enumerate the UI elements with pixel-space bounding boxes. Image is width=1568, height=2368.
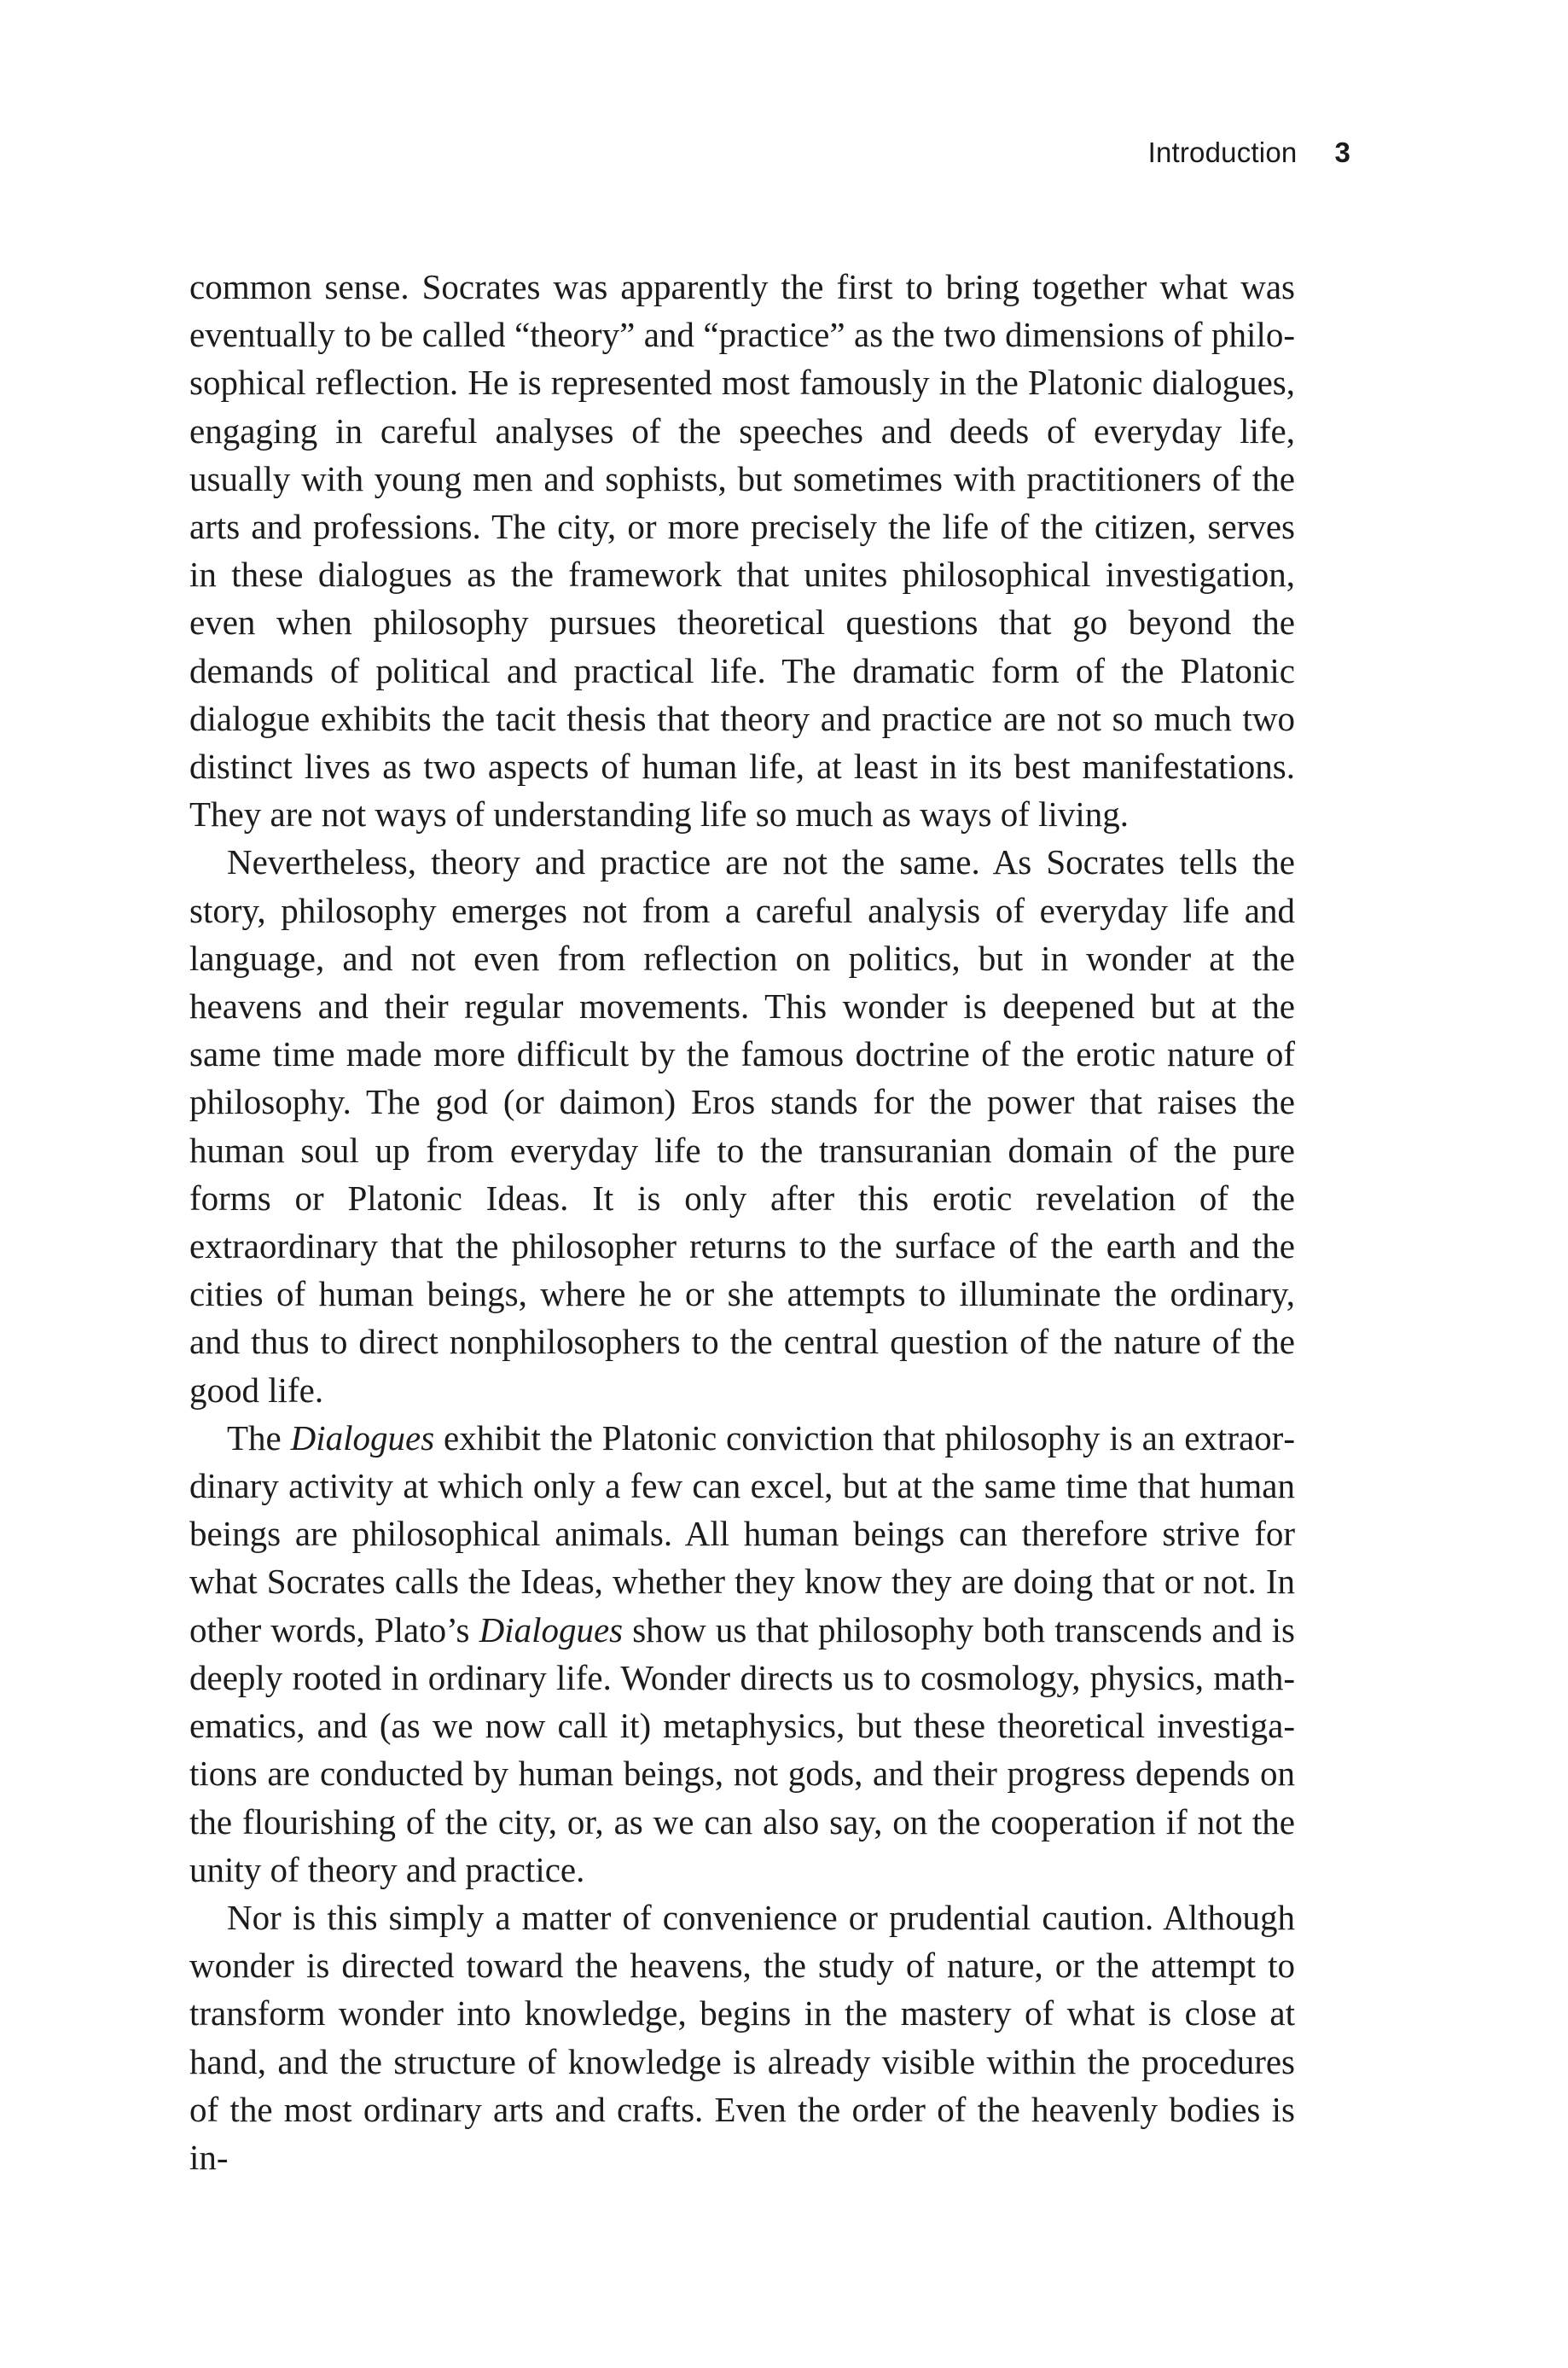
body-text [189,263,1295,2181]
page-number: 3 [1334,137,1350,168]
paragraph-4: Nor is this simply a matter of convenience or prudential caution. Although wonder is directed toward the heavens, the study of nature, or the attempt to transform wonder into knowledge, begins in the mastery of what is close at hand, and the structure of knowledge is already visible within the procedures of the most ordinary arts and crafts. Even the order of the heavenly bodies is in- [189,1897,1295,2177]
running-head-title: Introduction [1147,137,1298,168]
paragraph-1: common sense. Socrates was apparently the first to bring together what was eventually to be called “theory” and “practice” as the two dimensions of philosophical reflection. He is represented most famously in the Platonic dialogues, engaging in careful analyses of the speeches and deeds of everyday life, usually with young men and sophists, but sometimes with practitioners of the arts and professions. The city, or more precisely the life of the citizen, serves in these dialogues as the framework that unites philosophical investigation, even when philosophy pursues theoretical questions that go beyond the demands of political and practical life. The dramatic form of the Platonic dialogue exhibits the tacit thesis that theory and practice are not so much two distinct lives as two aspects of human life, at least in its best manifestations. They are not ways of understanding life so much as ways of living. [189,267,1295,835]
running-head [1148,137,1350,169]
paragraph-2: Nevertheless, theory and practice are not the same. As Socrates tells the story, philosophy emerges not from a careful analysis of everyday life and language, and not even from reflection on politics, but in wonder at the heavens and their regular movements. This wonder is deepened but at the same time made more difficult by the famous doctrine of the erotic nature of philosophy. The god (or daimon) Eros stands for the power that raises the human soul up from everyday life to the transuranian domain of the pure forms or Platonic Ideas. It is only after this erotic revelation of the extraordinary that the philosopher returns to the surface of the earth and the cities of human beings, where he or she attempts to illuminate the ordinary, and thus to direct nonphilosophers to the central question of the nature of the good life. [189,842,1295,1410]
dialogues-title-italic: Dialogues [290,1417,435,1457]
dialogues-title-italic-2: Dialogues [479,1609,624,1649]
paragraph-3-text-b: exhibit the Platonic conviction that philosophy is an extraordinary activity at which only a few can excel, but at the same time that human beings are philosophical animals. All human beings can therefore strive for what Socrates calls the Ideas, whether they know they are doing that or not. In other words, Plato’s [189,1417,1295,1649]
paragraph-3-text-a: The [227,1417,291,1457]
paragraph-3-text-c: show us that philosophy both transcends and is deeply rooted in ordinary life. Wonder directs us to cosmology, physics, mathematics, and (as we now call it) metaphysics, but these theoretical investigations are conducted by human beings, not gods, and their progress depends on the flourishing of the city, or, as we can also say, on the cooperation if not the unity of theory and practice. [189,1609,1295,1889]
paragraph-3 [189,1414,1295,1894]
